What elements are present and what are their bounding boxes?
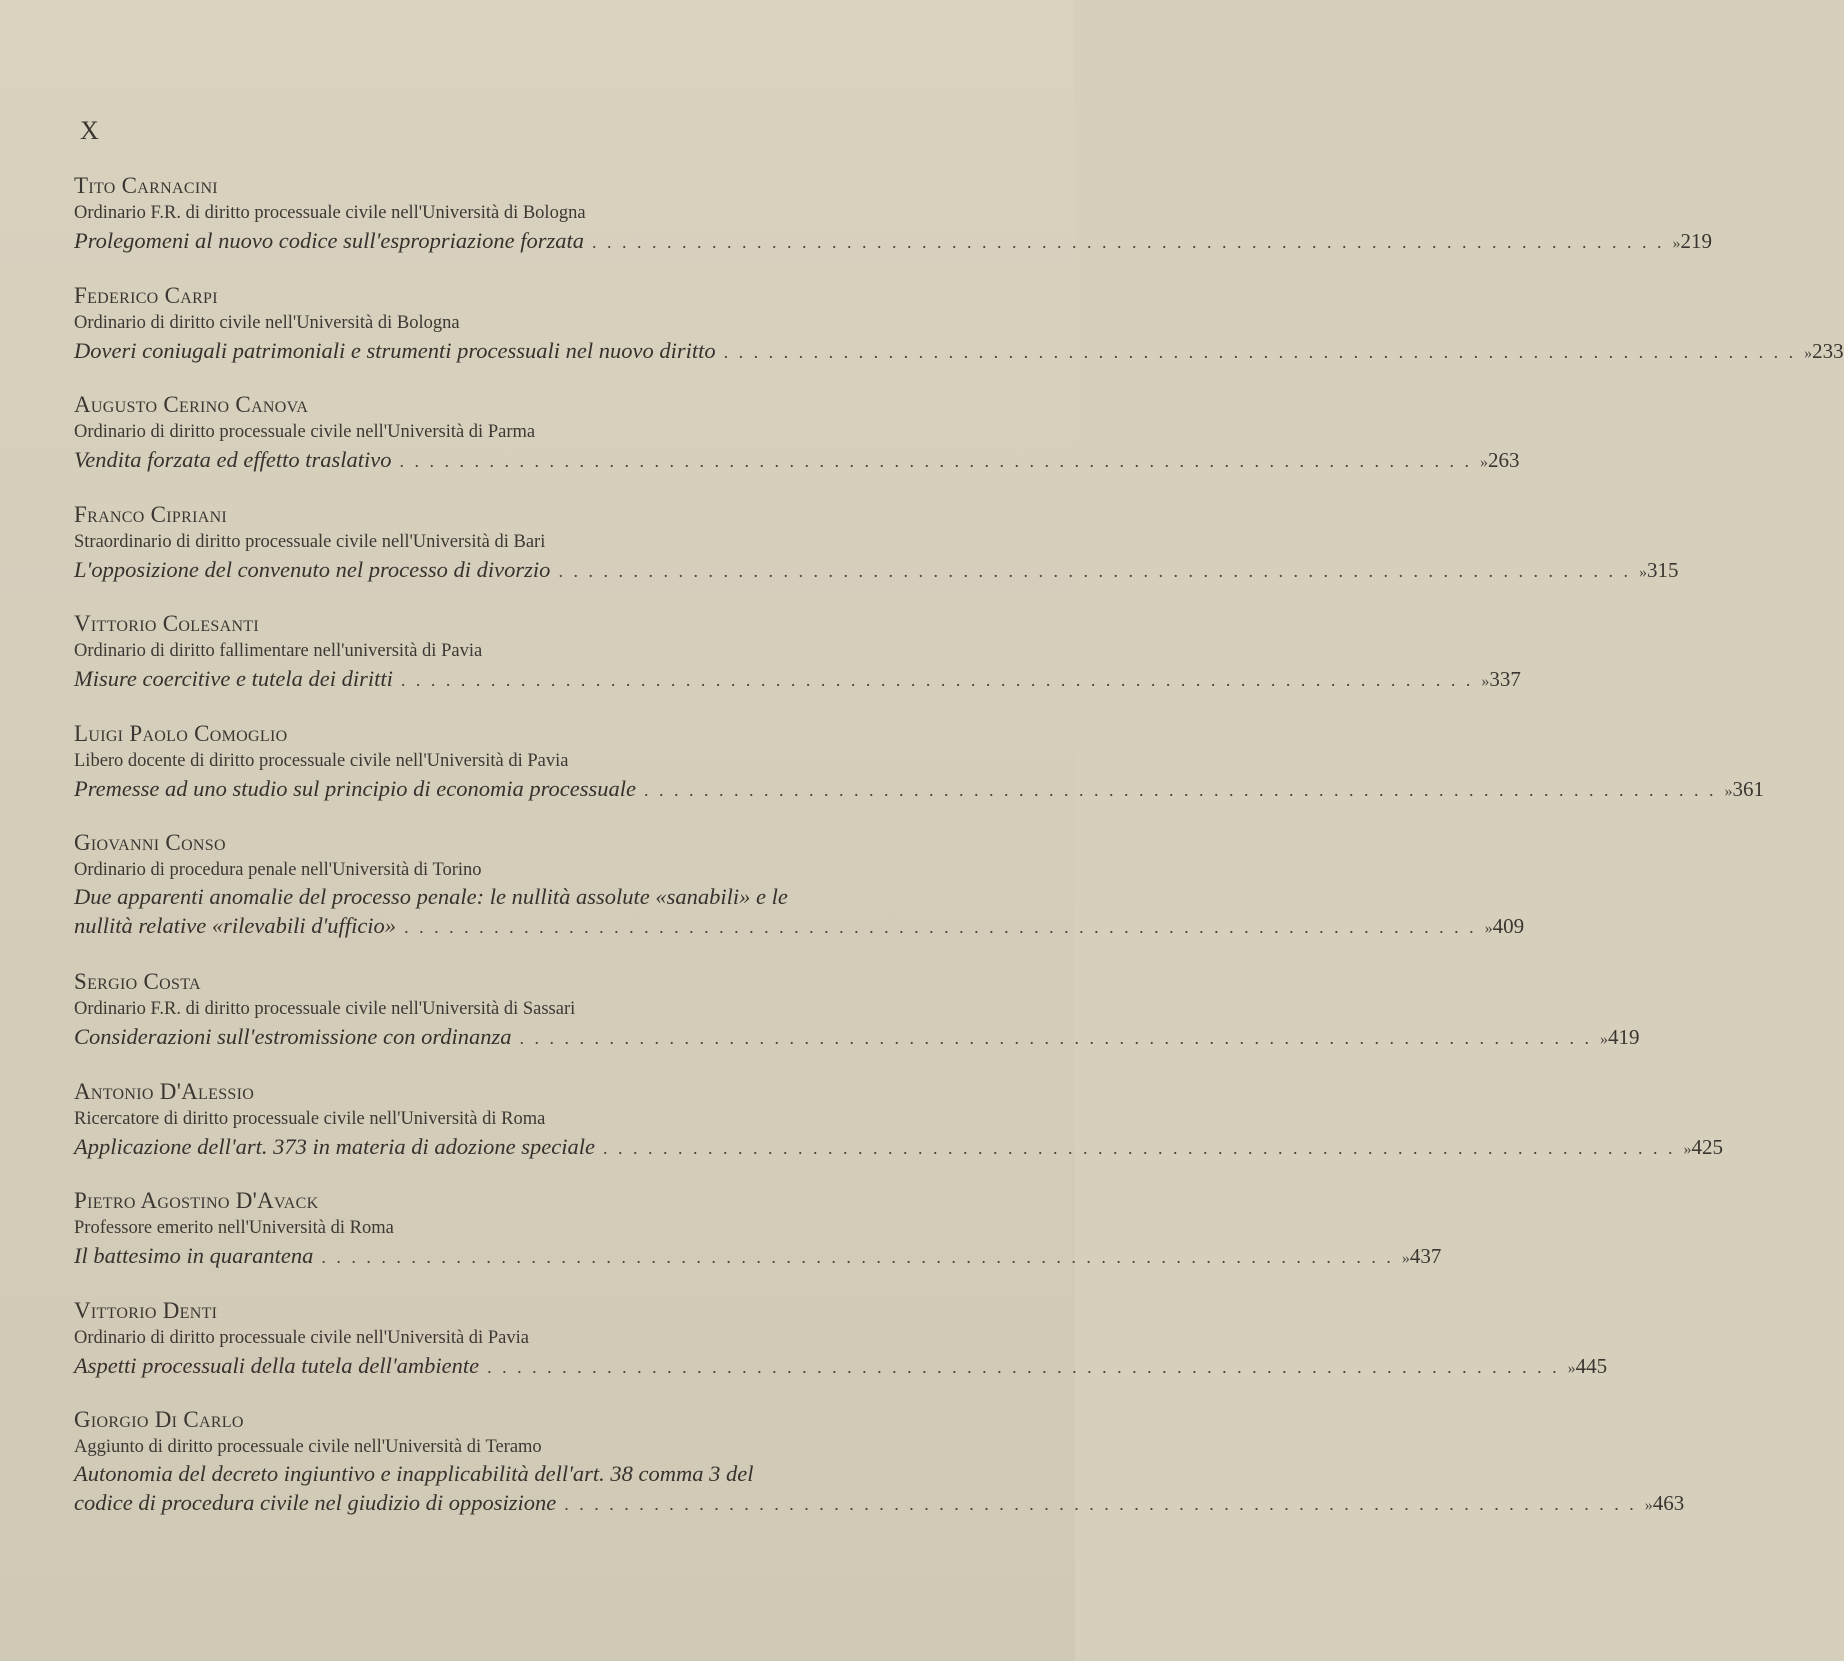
essay-title: Prolegomeni al nuovo codice sull'espropriazione forzata [74, 228, 584, 253]
essay-title-first-line: Due apparenti anomalie del processo penale: le nullità assolute «sanabili» e le [74, 884, 788, 909]
author-affiliation: Aggiunto di diritto processuale civile nell'Università di Teramo [74, 1437, 542, 1457]
dot-leader: . . . . . . . . . . . . . . . . . . . . . . . . . . . . . . . . . . . . . . . . . . . . . . . . . . . . . . . . . . . . . . . . . . . . . . . . [400, 670, 1474, 690]
ditto-marker: » [1567, 1359, 1576, 1377]
ditto-marker: » [1644, 1497, 1653, 1514]
author-affiliation: Ordinario di diritto civile nell'Università di Bologna [74, 312, 460, 333]
page-reference: 337 [1489, 667, 1521, 691]
author-affiliation: Ordinario di diritto processuale civile nell'Università di Pavia [74, 1327, 529, 1348]
toc-title-line [74, 911, 1525, 944]
dot-leader: . . . . . . . . . . . . . . . . . . . . . . . . . . . . . . . . . . . . . . . . . . . . . . . . . . . . . . . . . . . . . . . . . . . . . . . . [487, 1356, 1560, 1377]
dot-leader: . . . . . . . . . . . . . . . . . . . . . . . . . . . . . . . . . . . . . . . . . . . . . . . . . . . . . . . . . . . . . . . . . . . . . . . . [603, 1137, 1676, 1158]
author-affiliation: Ordinario di diritto processuale civile nell'Università di Parma [74, 422, 536, 442]
dot-leader: . . . . . . . . . . . . . . . . . . . . . . . . . . . . . . . . . . . . . . . . . . . . . . . . . . . . . . . . . . . . . . . . . . . . . . . . [321, 1247, 1394, 1267]
author-name: Vittorio Denti [74, 1297, 218, 1323]
author-affiliation: Ordinario di diritto fallimentare nell'università di Pavia [74, 641, 483, 661]
author-affiliation: Straordinario di diritto processuale civile nell'Università di Bari [74, 531, 546, 552]
page-reference: 425 [1691, 1134, 1723, 1159]
author-affiliation: Ricercatore di diritto processuale civile nell'Università di Roma [74, 1108, 546, 1129]
toc-title-line [74, 1241, 1442, 1274]
page-reference: 315 [1646, 557, 1679, 582]
page-reference: 233 [1812, 338, 1844, 363]
essay-title: Doveri coniugali patrimoniali e strumenti processuali nel nuovo diritto [74, 337, 716, 363]
page-reference: 445 [1575, 1353, 1608, 1378]
toc-title-line [74, 555, 1679, 588]
dot-leader: . . . . . . . . . . . . . . . . . . . . . . . . . . . . . . . . . . . . . . . . . . . . . . . . . . . . . . . . . . . . . . . . . . . . . . . . [558, 560, 1631, 581]
author-name: Antonio D'Alessio [74, 1078, 255, 1104]
author-affiliation: Professore emerito nell'Università di Roma [74, 1218, 394, 1238]
essay-title: Applicazione dell'art. 373 in materia di adozione speciale [74, 1133, 595, 1159]
page-reference: 419 [1608, 1025, 1640, 1049]
dot-leader: . . . . . . . . . . . . . . . . . . . . . . . . . . . . . . . . . . . . . . . . . . . . . . . . . . . . . . . . . . . . . . . . . . . . . . . . [519, 1028, 1593, 1048]
dot-leader: . . . . . . . . . . . . . . . . . . . . . . . . . . . . . . . . . . . . . . . . . . . . . . . . . . . . . . . . . . . . . . . . . . . . . . . . [564, 1494, 1637, 1514]
toc-title-line [74, 445, 1520, 478]
author-affiliation: Ordinario di procedura penale nell'Università di Torino [74, 860, 482, 880]
toc-title-line [74, 336, 1844, 369]
table-of-contents [74, 172, 1844, 1545]
essay-title: Vendita forzata ed effetto traslativo [74, 447, 392, 472]
essay-title: Premesse ad uno studio sul principio di economia processuale [74, 775, 637, 801]
author-name: Tito Carnacini [74, 173, 218, 198]
author-name: Giorgio Di Carlo [74, 1407, 244, 1432]
ditto-marker: » [1672, 235, 1681, 252]
ditto-marker: » [1484, 920, 1493, 937]
essay-title: Misure coercitive e tutela dei diritti [74, 666, 393, 691]
essay-title: Il battesimo in quarantena [74, 1243, 314, 1268]
dot-leader: . . . . . . . . . . . . . . . . . . . . . . . . . . . . . . . . . . . . . . . . . . . . . . . . . . . . . . . . . . . . . . . . . . . . . . . . [404, 917, 1477, 937]
essay-title: Aspetti processuali della tutela dell'ambiente [74, 1352, 480, 1378]
ditto-marker: » [1481, 673, 1490, 690]
essay-title: codice di procedura civile nel giudizio di opposizione [74, 1490, 557, 1515]
page-reference: 263 [1487, 448, 1520, 472]
ditto-marker: » [1600, 1031, 1609, 1048]
author-affiliation: Ordinario F.R. di diritto processuale civile nell'Università di Bologna [74, 203, 586, 223]
essay-title: L'opposizione del convenuto nel processo di divorzio [74, 556, 551, 582]
toc-title-line [74, 1022, 1640, 1055]
toc-entry [74, 172, 1712, 282]
author-name: Franco Cipriani [74, 501, 228, 527]
toc-entry [74, 501, 1679, 611]
toc-title-line [74, 1488, 1685, 1521]
toc-entry [74, 1297, 1608, 1407]
essay-title: nullità relative «rilevabili d'ufficio» [74, 913, 397, 938]
toc-title-line [74, 664, 1521, 697]
author-name: Augusto Cerino Canova [74, 392, 309, 417]
author-affiliation: Libero docente di diritto processuale civile nell'Università di Pavia [74, 750, 569, 771]
author-name: Vittorio Colesanti [74, 611, 260, 636]
dot-leader: . . . . . . . . . . . . . . . . . . . . . . . . . . . . . . . . . . . . . . . . . . . . . . . . . . . . . . . . . . . . . . . . . . . . . . . . [644, 779, 1717, 800]
page-reference: 463 [1652, 1491, 1685, 1515]
page-reference: 409 [1492, 914, 1525, 938]
toc-title-line [74, 226, 1712, 259]
toc-title-line [74, 774, 1765, 807]
toc-entry [74, 391, 1520, 501]
toc-entry [74, 1406, 1685, 1545]
toc-entry [74, 829, 1525, 968]
ditto-marker: » [1401, 1250, 1410, 1267]
essay-title-first-line: Autonomia del decreto ingiuntivo e inapplicabilità dell'art. 38 comma 3 del [74, 1461, 754, 1486]
toc-entry [74, 1078, 1723, 1188]
author-name: Giovanni Conso [74, 830, 226, 855]
ditto-marker: » [1683, 1140, 1692, 1158]
dot-leader: . . . . . . . . . . . . . . . . . . . . . . . . . . . . . . . . . . . . . . . . . . . . . . . . . . . . . . . . . . . . . . . . . . . . . . . . [723, 341, 1797, 362]
toc-entry [74, 282, 1844, 392]
toc-entry [74, 720, 1765, 830]
dot-leader: . . . . . . . . . . . . . . . . . . . . . . . . . . . . . . . . . . . . . . . . . . . . . . . . . . . . . . . . . . . . . . . . . . . . . . . . [399, 451, 1472, 471]
ditto-marker: » [1724, 782, 1733, 800]
toc-entry [74, 968, 1640, 1078]
dot-leader: . . . . . . . . . . . . . . . . . . . . . . . . . . . . . . . . . . . . . . . . . . . . . . . . . . . . . . . . . . . . . . . . . . . . . . . . [591, 232, 1665, 252]
author-name: Luigi Paolo Comoglio [74, 720, 288, 746]
essay-title: Considerazioni sull'estromissione con ordinanza [74, 1024, 512, 1049]
author-name: Pietro Agostino D'Avack [74, 1188, 319, 1213]
ditto-marker: » [1638, 563, 1647, 581]
author-name: Sergio Costa [74, 969, 201, 994]
page-number: X [80, 116, 100, 145]
ditto-marker: » [1479, 454, 1488, 471]
toc-entry [74, 610, 1521, 720]
page-reference: 361 [1732, 776, 1765, 801]
page-reference: 437 [1409, 1244, 1442, 1268]
author-affiliation: Ordinario F.R. di diritto processuale civile nell'Università di Sassari [74, 999, 576, 1019]
toc-title-line [74, 1351, 1608, 1384]
page-reference: 219 [1680, 229, 1712, 253]
toc-entry [74, 1187, 1442, 1297]
ditto-marker: » [1804, 344, 1813, 362]
toc-title-line [74, 1132, 1723, 1165]
author-name: Federico Carpi [74, 282, 218, 308]
